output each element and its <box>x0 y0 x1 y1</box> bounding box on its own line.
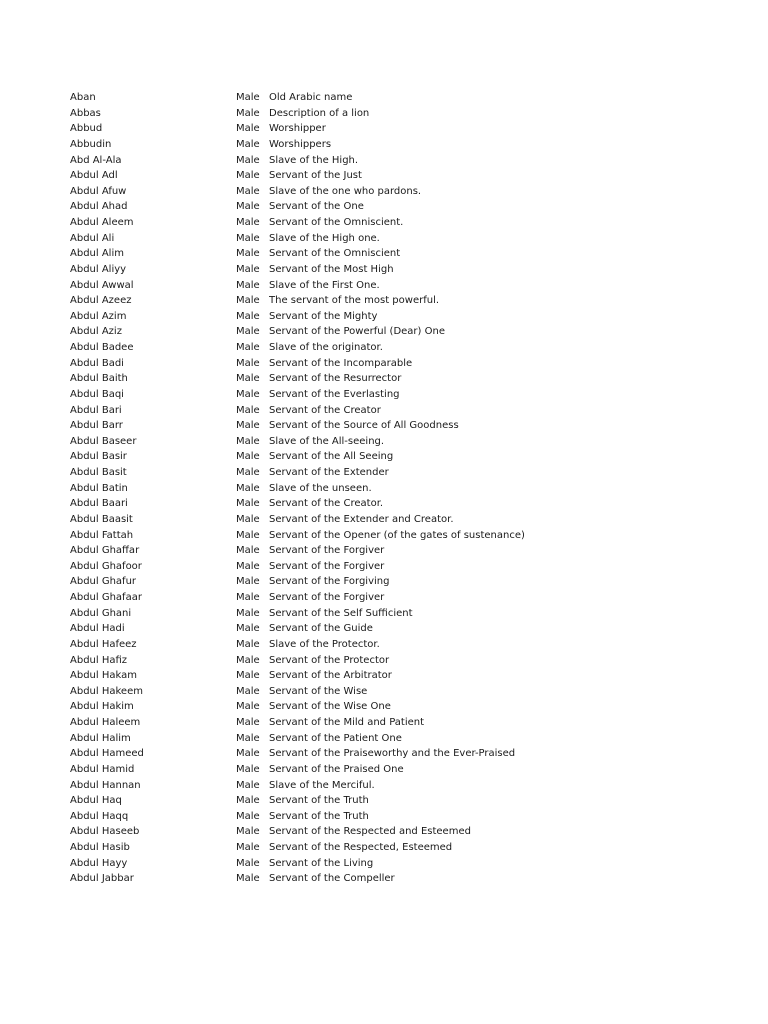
name-cell: Abdul Ghani <box>70 607 132 619</box>
gender-cell: Male <box>236 326 260 338</box>
table-row <box>70 778 690 794</box>
meaning-cell: Servant of the Powerful (Dear) One <box>269 326 445 338</box>
gender-cell: Male <box>236 810 260 822</box>
gender-cell: Male <box>236 248 260 260</box>
meaning-cell: Servant of the Everlasting <box>269 388 400 400</box>
meaning-cell: Slave of the First One. <box>269 279 380 291</box>
name-cell: Abdul Baseer <box>70 435 137 447</box>
meaning-cell: Servant of the Compeller <box>269 873 395 885</box>
table-row <box>70 309 690 325</box>
gender-cell: Male <box>236 388 260 400</box>
name-cell: Abdul Hannan <box>70 779 141 791</box>
table-row <box>70 418 690 434</box>
name-cell: Abdul Aleem <box>70 217 134 228</box>
name-cell: Abdul Badee <box>70 342 134 353</box>
meaning-cell: Description of a lion <box>269 107 370 119</box>
table-row <box>70 278 690 294</box>
name-cell: Abdul Baith <box>70 373 128 385</box>
name-cell: Abdul Jabbar <box>70 873 134 885</box>
name-cell: Abdul Awwal <box>70 279 134 291</box>
table-row <box>70 528 690 544</box>
name-cell: Abdul Halim <box>70 732 131 744</box>
table-row <box>70 606 690 622</box>
table-row <box>70 153 690 169</box>
gender-cell: Male <box>236 138 260 150</box>
name-cell: Abdul Adl <box>70 170 118 182</box>
table-row <box>70 340 690 356</box>
gender-cell: Male <box>236 295 260 307</box>
meaning-cell: Servant of the Creator <box>269 404 381 416</box>
meaning-cell: Slave of the High one. <box>269 232 380 244</box>
gender-cell: Male <box>236 529 260 541</box>
meaning-cell: Servant of the Patient One <box>269 732 402 744</box>
meaning-cell: Servant of the Most High <box>269 263 394 275</box>
gender-cell: Male <box>236 451 260 463</box>
name-cell: Abdul Haqq <box>70 810 129 822</box>
name-cell: Abbas <box>70 107 101 119</box>
table-row <box>70 481 690 497</box>
table-row <box>70 168 690 184</box>
name-cell: Abbud <box>70 123 103 135</box>
table-row <box>70 653 690 669</box>
table-row <box>70 215 690 231</box>
gender-cell: Male <box>236 795 260 807</box>
meaning-cell: Servant of the Omniscient. <box>269 217 404 228</box>
name-cell: Abdul Ghafoor <box>70 560 142 572</box>
gender-cell: Male <box>236 560 260 572</box>
gender-cell: Male <box>236 263 260 275</box>
gender-cell: Male <box>236 373 260 385</box>
meaning-cell: Servant of the Respected, Esteemed <box>269 842 453 853</box>
table-row <box>70 106 690 122</box>
meaning-cell: Slave of the Merciful. <box>269 779 375 791</box>
table-row <box>70 746 690 762</box>
meaning-cell: Servant of the Truth <box>269 810 369 822</box>
name-cell: Abdul Hasib <box>70 842 130 853</box>
meaning-cell: Servant of the Forgiving <box>269 576 390 588</box>
meaning-cell: Servant of the One <box>269 201 364 213</box>
name-cell: Abdul Haq <box>70 795 122 807</box>
name-cell: Abdul Alim <box>70 248 124 260</box>
gender-cell: Male <box>236 576 260 588</box>
meaning-cell: Servant of the Incomparable <box>269 357 413 369</box>
gender-cell: Male <box>236 420 260 432</box>
meaning-cell: Servant of the Truth <box>269 795 369 807</box>
table-row <box>70 371 690 387</box>
name-cell: Abdul Aliyy <box>70 263 127 275</box>
meaning-cell: Servant of the Arbitrator <box>269 670 392 682</box>
table-row <box>70 512 690 528</box>
name-cell: Abdul Hafiz <box>70 654 128 666</box>
gender-cell: Male <box>236 513 260 525</box>
name-cell: Abdul Hakeem <box>70 685 143 697</box>
name-cell: Abdul Hakim <box>70 701 134 713</box>
gender-cell: Male <box>236 107 260 119</box>
name-cell: Aban <box>70 92 96 103</box>
meaning-cell: Servant of the Guide <box>269 623 373 635</box>
name-cell: Abdul Ali <box>70 232 115 244</box>
gender-cell: Male <box>236 342 260 353</box>
name-cell: Abdul Azeez <box>70 295 132 307</box>
gender-cell: Male <box>236 232 260 244</box>
table-row <box>70 121 690 137</box>
meaning-cell: Servant of the Mild and Patient <box>269 717 425 728</box>
gender-cell: Male <box>236 826 260 838</box>
name-cell: Abdul Bari <box>70 404 122 416</box>
gender-cell: Male <box>236 467 260 478</box>
meaning-cell: Servant of the Wise <box>269 685 368 697</box>
name-cell: Abdul Hafeez <box>70 638 137 650</box>
meaning-cell: Servant of the Forgiver <box>269 560 385 572</box>
table-row <box>70 231 690 247</box>
gender-cell: Male <box>236 748 260 760</box>
meaning-cell: Servant of the Forgiver <box>269 592 385 603</box>
name-cell: Abdul Badi <box>70 357 124 369</box>
name-cell: Abdul Hakam <box>70 670 137 682</box>
name-cell: Abdul Baari <box>70 498 128 510</box>
table-row <box>70 465 690 481</box>
table-row <box>70 793 690 809</box>
table-row <box>70 543 690 559</box>
meaning-cell: Servant of the Living <box>269 857 374 869</box>
gender-cell: Male <box>236 623 260 635</box>
meaning-cell: Worshippers <box>269 138 332 150</box>
meaning-cell: Servant of the All Seeing <box>269 451 394 463</box>
table-row <box>70 856 690 872</box>
table-row <box>70 199 690 215</box>
table-row <box>70 403 690 419</box>
gender-cell: Male <box>236 310 260 322</box>
gender-cell: Male <box>236 592 260 603</box>
table-row <box>70 559 690 575</box>
meaning-cell: Servant of the Omniscient <box>269 248 401 260</box>
gender-cell: Male <box>236 779 260 791</box>
table-row <box>70 293 690 309</box>
gender-cell: Male <box>236 279 260 291</box>
meaning-cell: Servant of the Protector <box>269 654 390 666</box>
gender-cell: Male <box>236 670 260 682</box>
gender-cell: Male <box>236 217 260 228</box>
meaning-cell: Slave of the one who pardons. <box>269 185 422 197</box>
table-row <box>70 699 690 715</box>
table-row <box>70 262 690 278</box>
meaning-cell: Worshipper <box>269 123 326 135</box>
table-row <box>70 668 690 684</box>
table-row <box>70 387 690 403</box>
names-table <box>70 90 690 887</box>
table-row <box>70 496 690 512</box>
gender-cell: Male <box>236 482 260 494</box>
gender-cell: Male <box>236 654 260 666</box>
gender-cell: Male <box>236 638 260 650</box>
gender-cell: Male <box>236 607 260 619</box>
table-row <box>70 715 690 731</box>
gender-cell: Male <box>236 170 260 182</box>
gender-cell: Male <box>236 545 260 557</box>
meaning-cell: Slave of the High. <box>269 154 359 166</box>
gender-cell: Male <box>236 763 260 775</box>
table-row <box>70 137 690 153</box>
name-cell: Abdul Basit <box>70 467 127 478</box>
gender-cell: Male <box>236 732 260 744</box>
gender-cell: Male <box>236 873 260 885</box>
name-cell: Abdul Aziz <box>70 326 122 338</box>
gender-cell: Male <box>236 435 260 447</box>
gender-cell: Male <box>236 498 260 510</box>
gender-cell: Male <box>236 685 260 697</box>
meaning-cell: Servant of the Opener (of the gates of sustenance) <box>269 529 525 541</box>
meaning-cell: Servant of the Creator. <box>269 498 384 510</box>
meaning-cell: Servant of the Forgiver <box>269 545 385 557</box>
meaning-cell: Slave of the originator. <box>269 342 383 353</box>
gender-cell: Male <box>236 357 260 369</box>
name-cell: Abdul Baqi <box>70 388 124 400</box>
name-cell: Abdul Ahad <box>70 201 128 213</box>
name-cell: Abdul Batin <box>70 482 128 494</box>
gender-cell: Male <box>236 154 260 166</box>
meaning-cell: Servant of the Resurrector <box>269 373 402 385</box>
table-row <box>70 90 690 106</box>
gender-cell: Male <box>236 701 260 713</box>
table-row <box>70 684 690 700</box>
meaning-cell: Servant of the Praised One <box>269 763 404 775</box>
table-row <box>70 184 690 200</box>
table-row <box>70 449 690 465</box>
table-row <box>70 637 690 653</box>
name-cell: Abd Al-Ala <box>70 154 122 166</box>
table-row <box>70 731 690 747</box>
meaning-cell: Servant of the Self Sufficient <box>269 607 413 619</box>
table-row <box>70 621 690 637</box>
name-cell: Abdul Haseeb <box>70 826 140 838</box>
table-row <box>70 840 690 856</box>
meaning-cell: The servant of the most powerful. <box>269 295 440 307</box>
table-row <box>70 434 690 450</box>
gender-cell: Male <box>236 857 260 869</box>
table-row <box>70 246 690 262</box>
meaning-cell: Servant of the Just <box>269 170 362 182</box>
meaning-cell: Servant of the Wise One <box>269 701 391 713</box>
table-row <box>70 809 690 825</box>
name-cell: Abdul Ghaffar <box>70 545 140 557</box>
name-cell: Abdul Ghafaar <box>70 592 142 603</box>
table-row <box>70 871 690 887</box>
name-cell: Abdul Hameed <box>70 748 144 760</box>
gender-cell: Male <box>236 404 260 416</box>
name-cell: Abdul Hadi <box>70 623 125 635</box>
table-row <box>70 574 690 590</box>
meaning-cell: Slave of the unseen. <box>269 482 372 494</box>
meaning-cell: Slave of the All-seeing. <box>269 435 385 447</box>
gender-cell: Male <box>236 201 260 213</box>
name-cell: Abbudin <box>70 138 112 150</box>
table-row <box>70 590 690 606</box>
name-cell: Abdul Azim <box>70 310 127 322</box>
gender-cell: Male <box>236 842 260 853</box>
meaning-cell: Servant of the Praiseworthy and the Ever-Praised <box>269 748 516 760</box>
table-row <box>70 762 690 778</box>
name-cell: Abdul Ghafur <box>70 576 137 588</box>
meaning-cell: Old Arabic name <box>269 92 353 103</box>
table-row <box>70 356 690 372</box>
name-cell: Abdul Barr <box>70 420 123 432</box>
gender-cell: Male <box>236 717 260 728</box>
name-cell: Abdul Hamid <box>70 763 135 775</box>
name-cell: Abdul Haleem <box>70 717 141 728</box>
name-cell: Abdul Basir <box>70 451 127 463</box>
meaning-cell: Servant of the Source of All Goodness <box>269 420 459 432</box>
name-cell: Abdul Baasit <box>70 513 133 525</box>
meaning-cell: Servant of the Extender <box>269 467 389 478</box>
table-row <box>70 824 690 840</box>
gender-cell: Male <box>236 92 260 103</box>
table-row <box>70 324 690 340</box>
gender-cell: Male <box>236 123 260 135</box>
meaning-cell: Servant of the Extender and Creator. <box>269 513 454 525</box>
name-cell: Abdul Fattah <box>70 529 134 541</box>
meaning-cell: Servant of the Mighty <box>269 310 378 322</box>
name-cell: Abdul Afuw <box>70 185 127 197</box>
gender-cell: Male <box>236 185 260 197</box>
meaning-cell: Servant of the Respected and Esteemed <box>269 826 471 838</box>
meaning-cell: Slave of the Protector. <box>269 638 380 650</box>
name-cell: Abdul Hayy <box>70 857 128 869</box>
